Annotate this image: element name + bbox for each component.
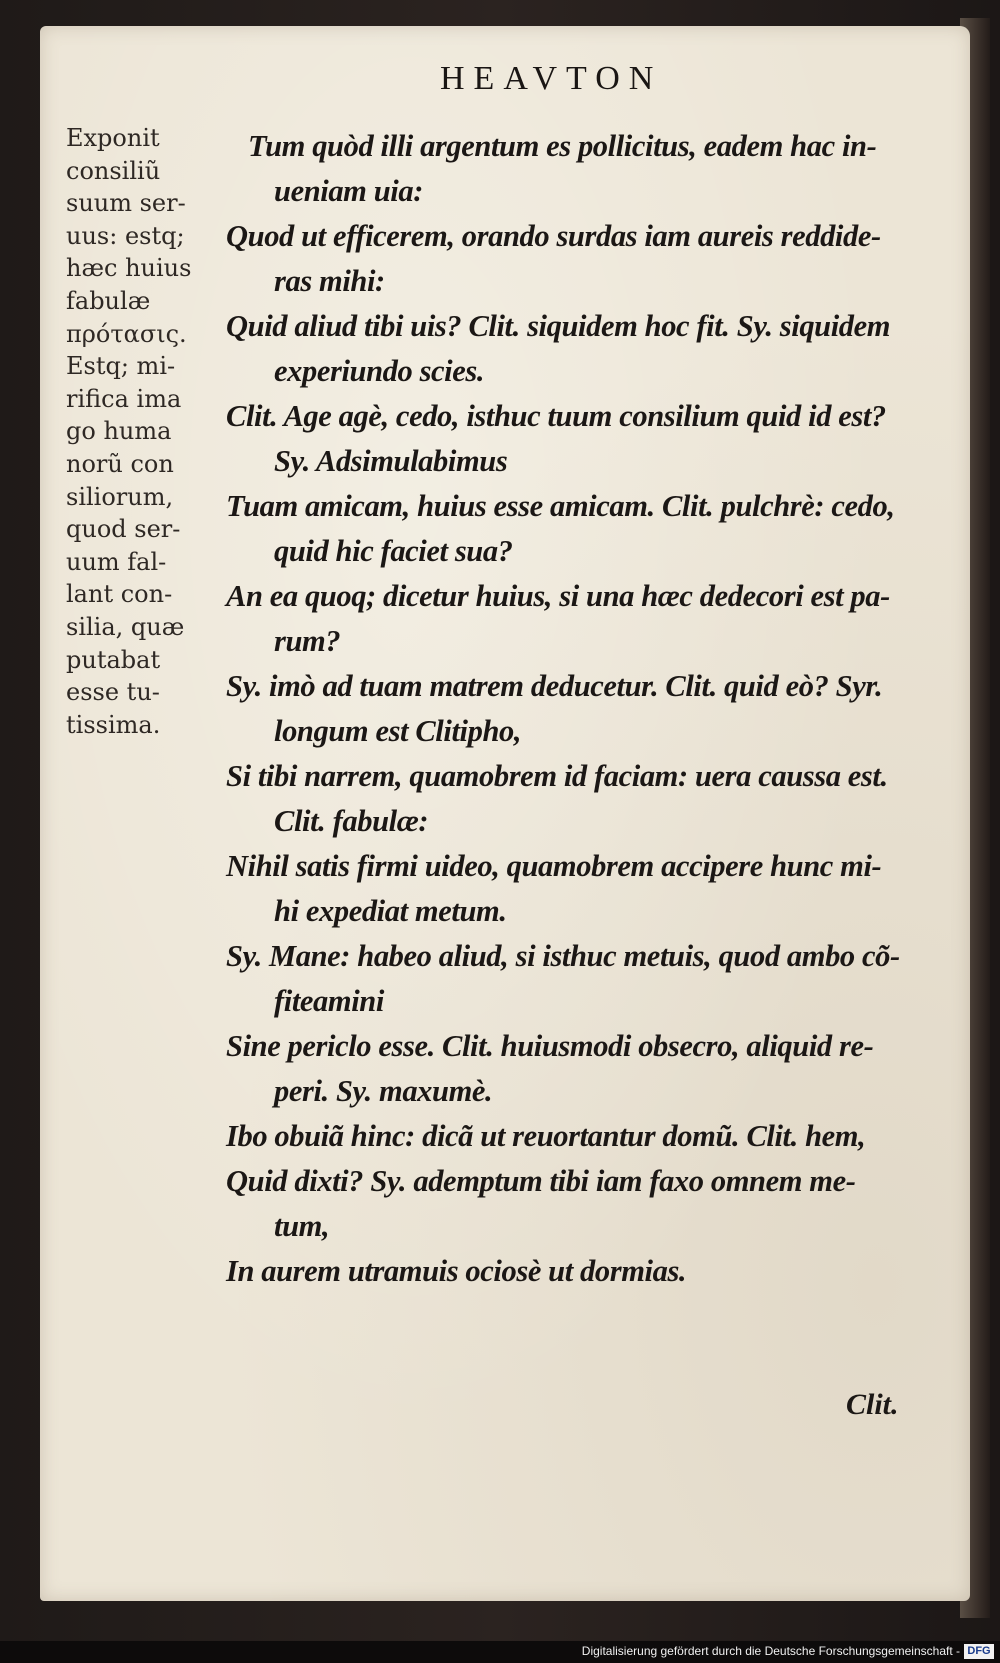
- verse-line: rum?: [274, 624, 341, 658]
- margin-note-line: Estq; mi-: [66, 352, 176, 381]
- catchword: Clit.: [846, 1388, 899, 1421]
- verse-line: quid hic faciet sua?: [274, 534, 513, 568]
- verse-line: ras mihi:: [274, 264, 385, 298]
- verse-block: [226, 124, 926, 1294]
- margin-note-line: Exponit: [66, 124, 160, 152]
- margin-note-line: go huma: [66, 417, 172, 446]
- margin-note: [66, 122, 246, 741]
- margin-note-line: uum fal-: [66, 547, 167, 576]
- margin-note-line: suum ser-: [66, 189, 186, 218]
- margin-note-line: norũ con: [66, 449, 174, 478]
- margin-note-line: silia, quæ: [66, 612, 185, 641]
- verse-line: Si tibi narrem, quamobrem id faciam: uera caussa est.: [226, 759, 888, 793]
- margin-note-line: lant con-: [66, 580, 173, 609]
- margin-note-line: hæc huius: [66, 254, 192, 283]
- verse-line: Sine periclo esse. Clit. huiusmodi obsecro, aliquid re-: [226, 1029, 874, 1063]
- verse-line: Quid aliud tibi uis? Clit. siquidem hoc fit. Sy. siquidem: [226, 309, 891, 343]
- verse-line: Quid dixti? Sy. ademptum tibi iam faxo omnem me-: [226, 1164, 856, 1198]
- verse-line: Tuam amicam, huius esse amicam. Clit. pulchrè: cedo,: [226, 489, 895, 523]
- verse-line: Ibo obuiã hinc: dicã ut reuortantur domũ. Clit. hem,: [226, 1119, 866, 1153]
- verse-line: Sy. Adsimulabimus: [274, 444, 508, 478]
- verse-line: An ea quoq; dicetur huius, si una hæc dedecori est pa-: [226, 579, 890, 613]
- verse-line: Quod ut efficerem, orando surdas iam aureis reddide-: [226, 219, 881, 253]
- verse-line: Sy. Mane: habeo aliud, si isthuc metuis, quod ambo cõ-: [226, 939, 900, 973]
- margin-note-line: fabulæ: [66, 286, 151, 315]
- running-head: HEAVTON: [440, 60, 663, 97]
- verse-line: fiteamini: [274, 984, 384, 1018]
- verse-line: tum,: [274, 1209, 330, 1243]
- margin-note-line: esse tu-: [66, 678, 160, 707]
- footer-credit: Digitalisierung gefördert durch die Deutsche Forschungsgemeinschaft -: [581, 1644, 960, 1658]
- verse-line: Tum quòd illi argentum es pollicitus, eadem hac in-: [248, 129, 877, 163]
- dfg-logo: DFG: [964, 1644, 994, 1659]
- margin-note-line: quod ser-: [66, 515, 181, 544]
- verse-line: Nihil satis firmi uideo, quamobrem accipere hunc mi-: [226, 849, 882, 883]
- margin-note-line: rifica ima: [66, 384, 182, 413]
- margin-note-line: uus: estq;: [66, 221, 185, 250]
- margin-note-line: consiliũ: [66, 156, 161, 185]
- verse-line: Sy. imò ad tuam matrem deducetur. Clit. quid eò? Syr.: [226, 669, 883, 703]
- verse-line: hi expediat metum.: [274, 894, 507, 928]
- margin-note-line: siliorum,: [66, 482, 174, 511]
- margin-note-line: putabat: [66, 645, 161, 674]
- verse-line: experiundo scies.: [274, 354, 485, 388]
- verse-line: Clit. Age agè, cedo, isthuc tuum consilium quid id est?: [226, 399, 886, 433]
- verse-line: Clit. fabulæ:: [274, 804, 429, 838]
- verse-line: peri. Sy. maxumè.: [274, 1074, 493, 1108]
- margin-note-line: tissima.: [66, 710, 161, 739]
- verse-line: longum est Clitipho,: [274, 714, 522, 748]
- verse-line: In aurem utramuis ociosè ut dormias.: [226, 1254, 687, 1288]
- margin-note-line: πρότασις.: [66, 319, 187, 348]
- verse-line: ueniam uia:: [274, 174, 423, 208]
